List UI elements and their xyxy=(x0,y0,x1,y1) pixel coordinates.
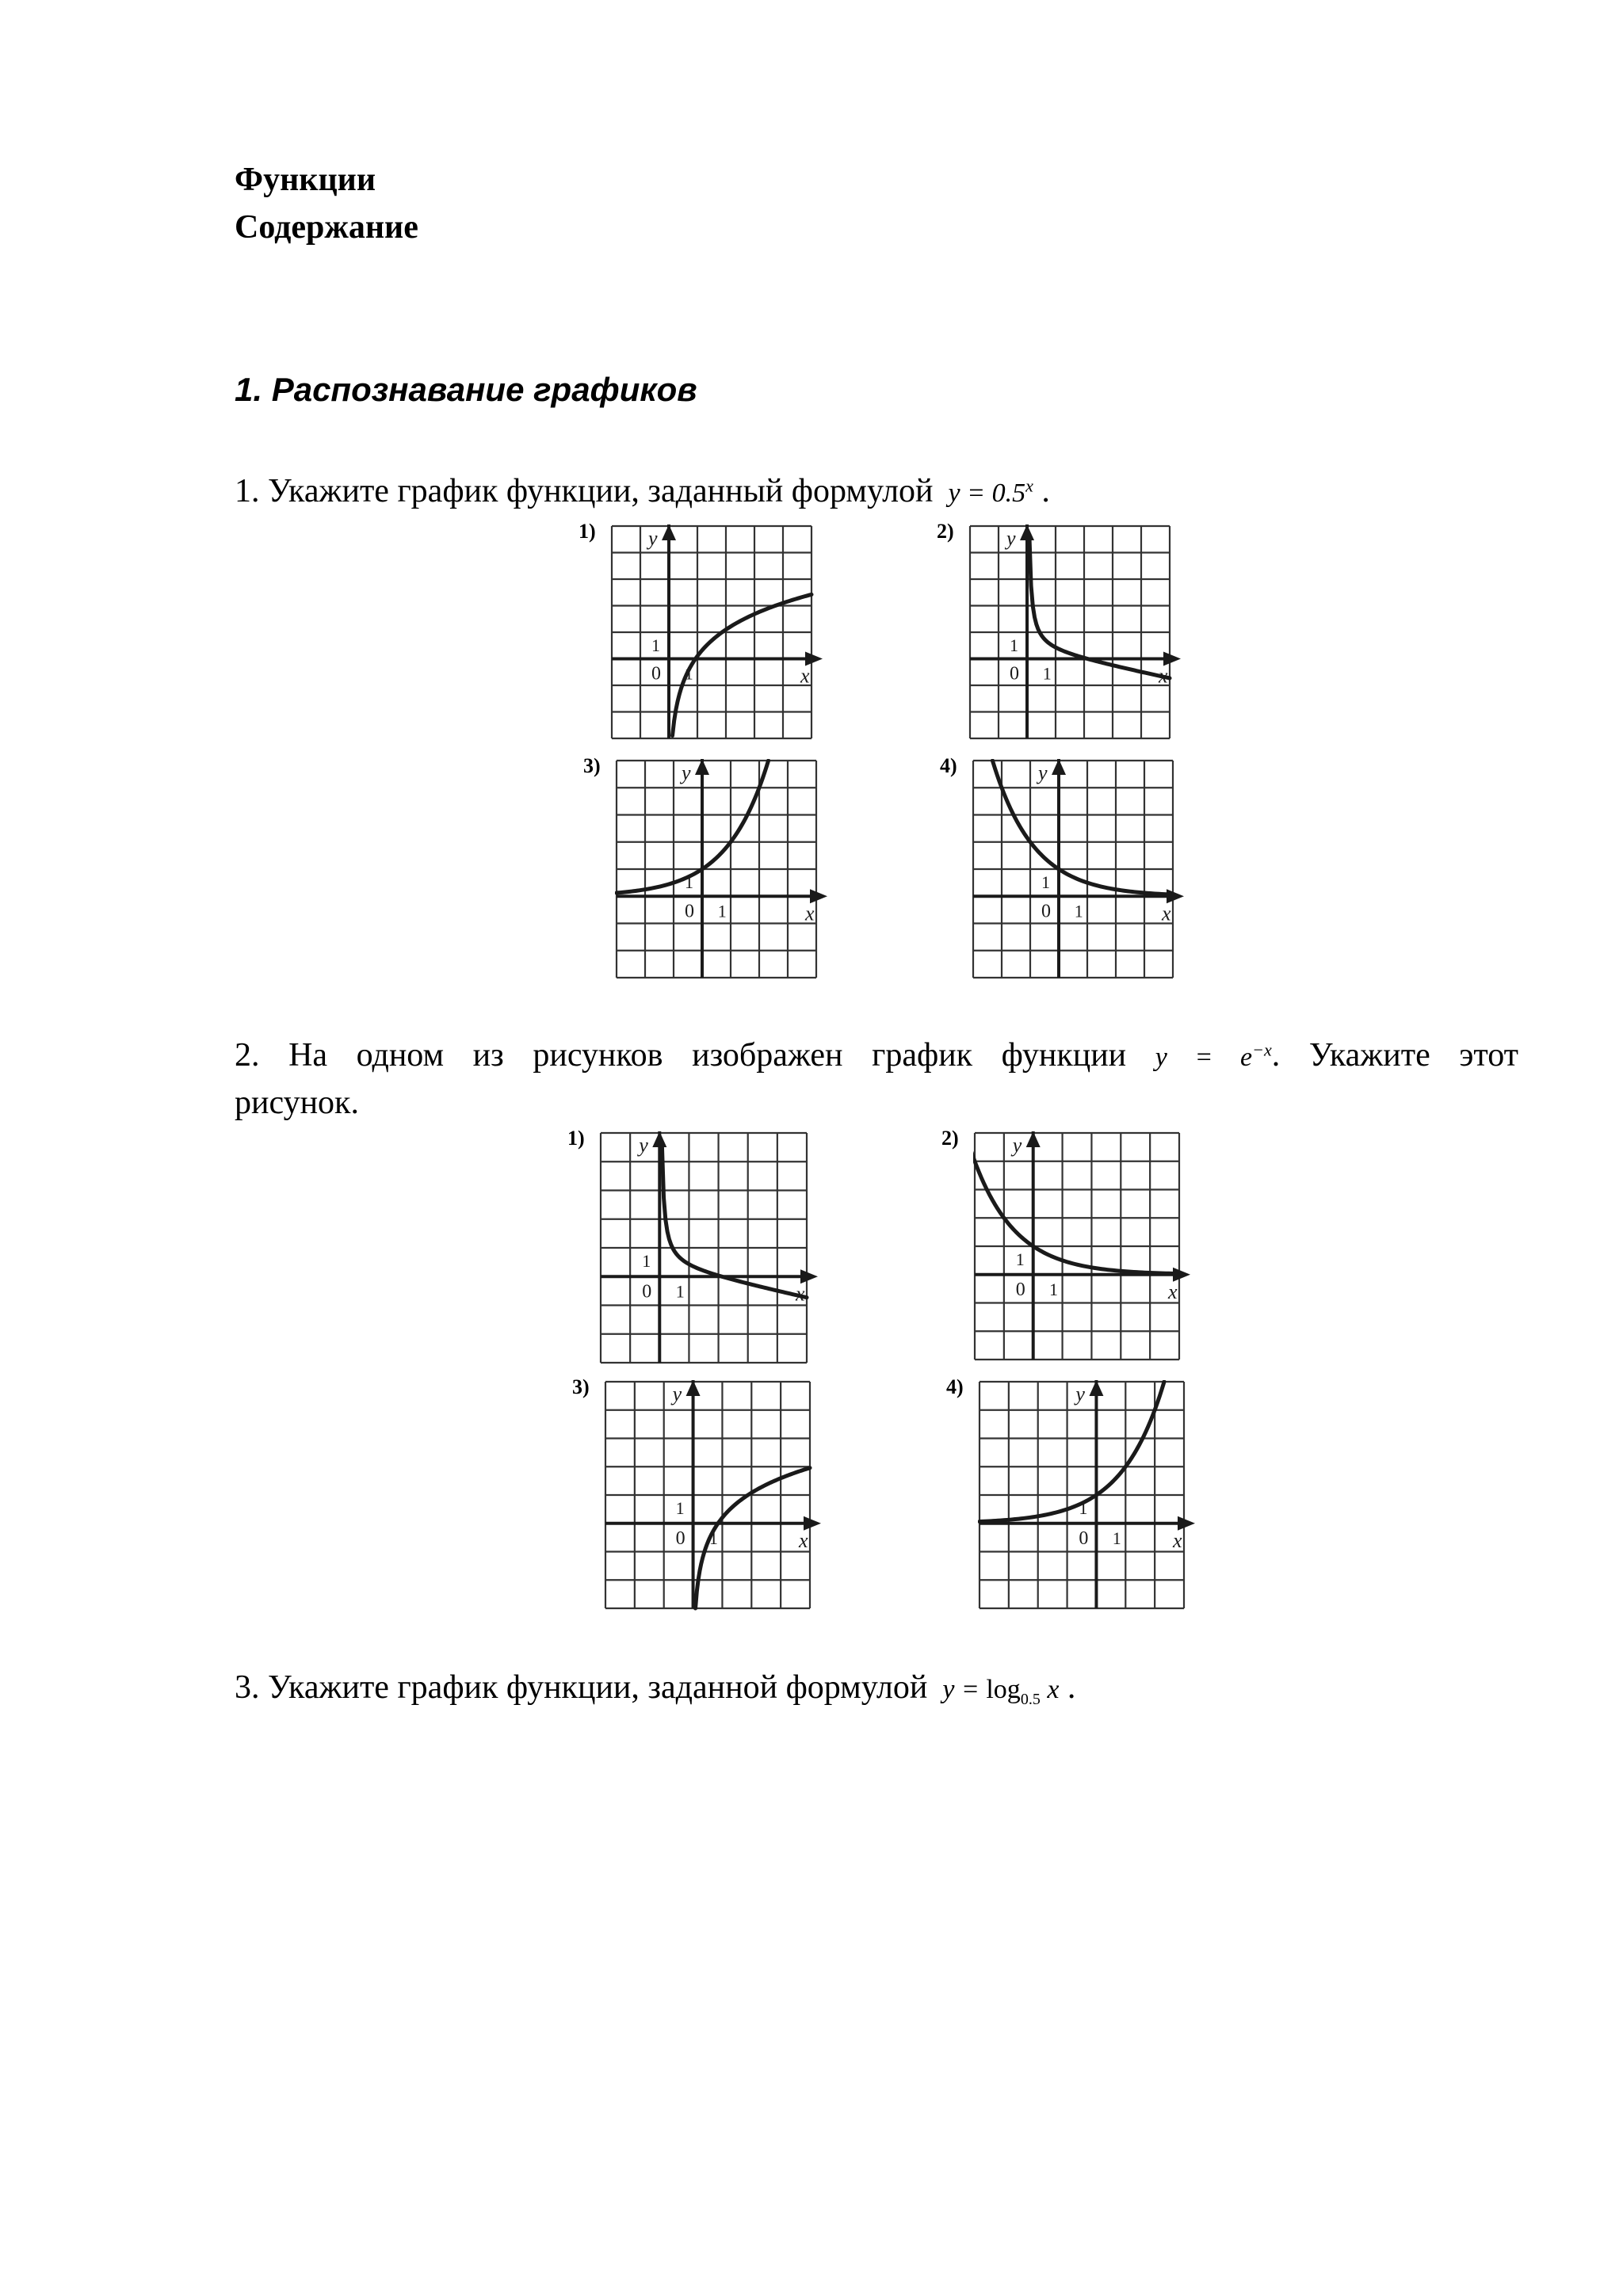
task-3-formula: $y = \log_{0.5} x$ xyxy=(942,1675,1060,1708)
task-1-formula: $y = 0.5^x$ xyxy=(948,475,1033,508)
task-1-panel-4 xyxy=(940,754,1187,992)
task-2-prefix: 2. На одном из рисунков изображен график функции xyxy=(235,1037,1127,1074)
y-unit-label: 1 xyxy=(1015,1249,1025,1269)
x-axis-label: x xyxy=(1159,664,1168,688)
x-unit-label: 1 xyxy=(675,1281,685,1302)
task-1-text xyxy=(235,467,1518,517)
y-axis-label: y xyxy=(682,761,691,784)
task-1-panel-1-plot xyxy=(610,524,826,753)
section-title: 1. Распознавание графиков xyxy=(235,371,697,408)
origin-label: 0 xyxy=(1015,1279,1025,1300)
y-unit-label: 1 xyxy=(651,635,660,655)
origin-label: 0 xyxy=(642,1281,652,1302)
function-curve xyxy=(980,1382,1164,1522)
x-axis-label: x xyxy=(805,902,815,925)
x-axis-label: x xyxy=(799,1528,808,1552)
doc-subtitle: Содержание xyxy=(235,209,418,246)
y-unit-label: 1 xyxy=(1041,872,1050,892)
y-unit-label: 1 xyxy=(675,1498,685,1518)
task-3-prefix: 3. Укажите график функции, заданной формулой xyxy=(235,1669,928,1706)
y-unit-label: 1 xyxy=(1079,1498,1088,1518)
task-1-prefix: 1. Укажите график функции, заданный формулой xyxy=(235,473,934,509)
task-2-panel-4-label: 4) xyxy=(946,1375,964,1398)
task-3-suffix: . xyxy=(1067,1669,1076,1706)
task-1-panel-2 xyxy=(937,520,1184,753)
task-1-panel-2-label: 2) xyxy=(937,520,954,543)
function-curve xyxy=(992,761,1173,894)
x-axis-label: x xyxy=(1162,902,1171,925)
task-1-panel-2-plot xyxy=(968,524,1184,753)
function-curve xyxy=(617,761,769,893)
y-unit-label: 1 xyxy=(685,872,693,892)
x-axis-label: x xyxy=(800,664,810,688)
task-2-panel-3-label: 3) xyxy=(572,1375,590,1398)
task-2-panel-1-label: 1) xyxy=(567,1127,585,1150)
x-axis-label: x xyxy=(1173,1528,1182,1552)
task-1-panel-1-label: 1) xyxy=(579,520,596,543)
task-2-panel-2 xyxy=(941,1127,1193,1374)
x-unit-label: 1 xyxy=(1048,1279,1058,1299)
task-1-suffix: . xyxy=(1041,473,1050,509)
y-axis-label: y xyxy=(672,1383,682,1405)
y-axis-label: y xyxy=(1075,1383,1085,1405)
x-axis-label: x xyxy=(1168,1280,1178,1303)
task-2-panel-4-plot xyxy=(978,1380,1198,1623)
origin-label: 0 xyxy=(651,663,661,685)
x-unit-label: 1 xyxy=(717,901,727,921)
task-2-panel-2-plot xyxy=(973,1131,1193,1374)
task-1-panel-3 xyxy=(583,754,831,992)
origin-label: 0 xyxy=(1041,901,1051,922)
origin-label: 0 xyxy=(675,1527,685,1549)
x-unit-label: 1 xyxy=(1042,663,1052,684)
origin-label: 0 xyxy=(1079,1527,1089,1549)
task-2-suffix: . Укажите этот xyxy=(1271,1037,1519,1074)
origin-label: 0 xyxy=(685,901,694,922)
task-2-line-2: рисунок. xyxy=(235,1085,359,1121)
x-axis-label: x xyxy=(796,1282,805,1306)
function-curve xyxy=(662,1142,807,1297)
task-3-text xyxy=(235,1664,1518,1714)
task-2-formula: $y = e^{-x}$ xyxy=(1155,1039,1272,1072)
x-unit-label: 1 xyxy=(708,1527,718,1548)
function-curve xyxy=(1029,535,1170,677)
task-2-panel-3 xyxy=(572,1375,824,1623)
y-axis-label: y xyxy=(639,1134,648,1157)
y-unit-label: 1 xyxy=(642,1251,651,1271)
task-1-panel-4-label: 4) xyxy=(940,754,957,777)
task-1-panel-1 xyxy=(579,520,826,753)
task-2-panel-3-plot xyxy=(604,1380,824,1623)
task-2-panel-1 xyxy=(567,1127,821,1377)
x-unit-label: 1 xyxy=(1074,901,1083,921)
y-axis-label: y xyxy=(1012,1134,1022,1157)
origin-label: 0 xyxy=(1010,663,1019,685)
task-1-panel-3-label: 3) xyxy=(583,754,601,777)
y-axis-label: y xyxy=(1006,527,1016,550)
y-axis-label: y xyxy=(1038,761,1048,784)
task-2-panel-1-plot xyxy=(599,1131,821,1377)
x-unit-label: 1 xyxy=(1112,1527,1121,1548)
task-2-panel-2-label: 2) xyxy=(941,1127,959,1150)
x-unit-label: 1 xyxy=(684,663,693,684)
doc-title: Функции xyxy=(235,162,376,198)
task-2-line-1 xyxy=(235,1032,1518,1081)
y-unit-label: 1 xyxy=(1010,635,1018,655)
function-curve xyxy=(673,594,812,735)
task-1-panel-4-plot xyxy=(972,759,1187,992)
task-1-panel-3-plot xyxy=(615,759,831,992)
y-axis-label: y xyxy=(648,527,658,550)
task-2-panel-4 xyxy=(946,1375,1198,1623)
